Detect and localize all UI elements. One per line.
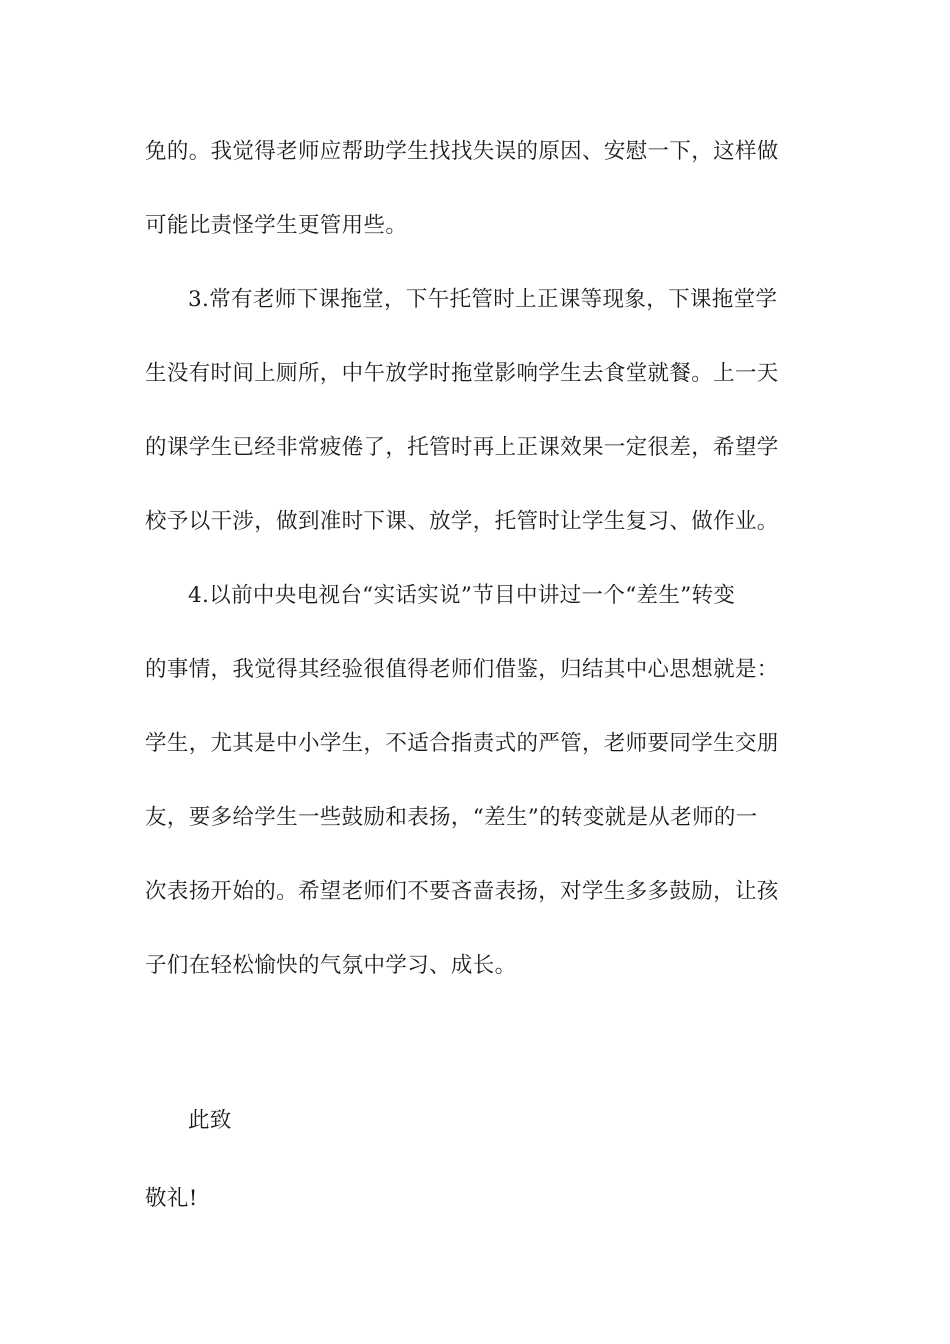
paragraph-line: 的课学生已经非常疲倦了，托管时再上正课效果一定很差，希望学: [145, 435, 779, 460]
salutation-text: 敬礼!: [145, 1186, 198, 1211]
paragraph-line: 友，要多给学生一些鼓励和表扬，“差生”的转变就是从老师的一: [145, 805, 758, 830]
paragraph-line: 校予以干涉，做到准时下课、放学，托管时让学生复习、做作业。: [145, 509, 779, 534]
paragraph-line: 4.以前中央电视台“实话实说”节目中讲过一个“差生”转变: [188, 583, 736, 608]
paragraph-line: 的事情，我觉得其经验很值得老师们借鉴，归结其中心思想就是：: [145, 657, 779, 682]
paragraph-line: 免的。我觉得老师应帮助学生找找失误的原因、安慰一下，这样做: [145, 139, 779, 164]
paragraph-line: 次表扬开始的。希望老师们不要吝啬表扬，对学生多多鼓励，让孩: [145, 879, 779, 904]
paragraph-line: 子们在轻松愉快的气氛中学习、成长。: [145, 953, 517, 978]
paragraph-line: 生没有时间上厕所，中午放学时拖堂影响学生去食堂就餐。上一天: [145, 361, 779, 386]
paragraph-line: 学生，尤其是中小学生，不适合指责式的严管，老师要同学生交朋: [145, 731, 779, 756]
paragraph-line: 可能比责怪学生更管用些。: [145, 213, 408, 238]
paragraph-line: 3.常有老师下课拖堂，下午托管时上正课等现象，下课拖堂学: [188, 287, 778, 312]
closing-text: 此致: [188, 1108, 232, 1133]
